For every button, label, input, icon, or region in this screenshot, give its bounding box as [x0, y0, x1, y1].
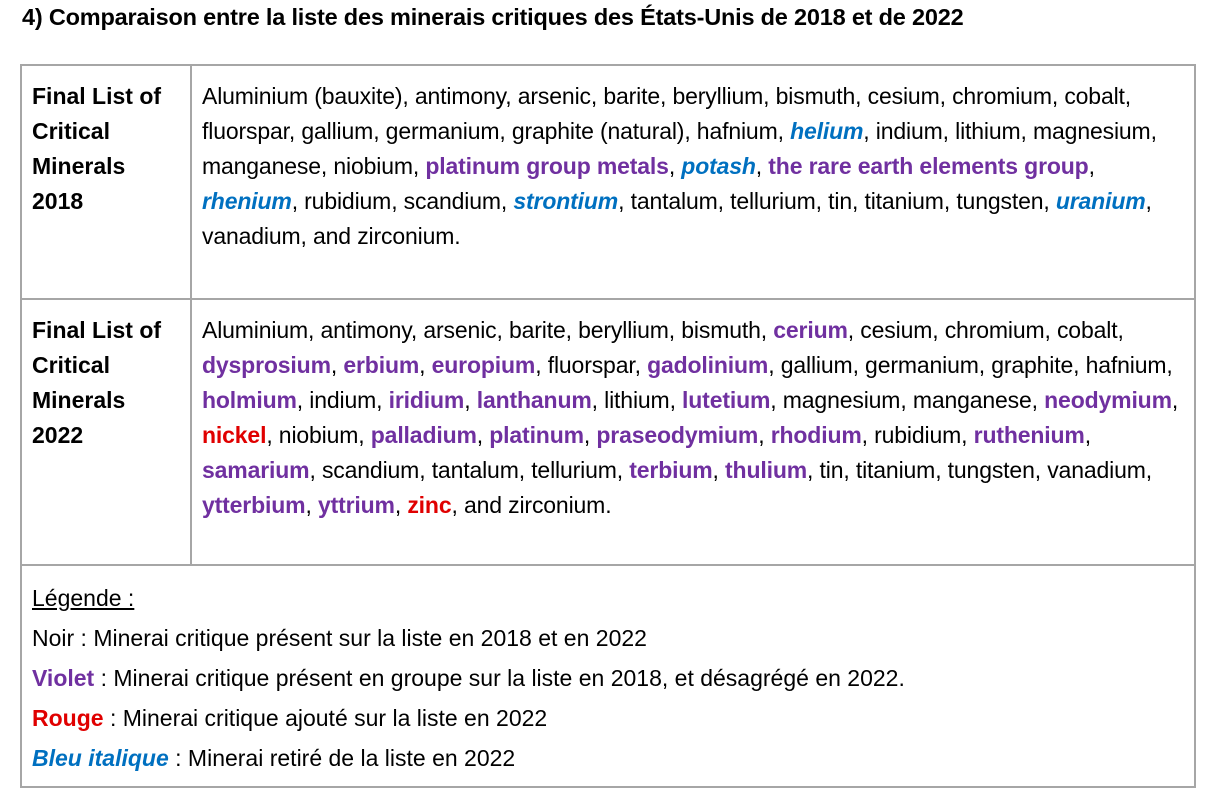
mineral-name: ruthenium — [973, 422, 1085, 448]
mineral-name: tin — [828, 188, 852, 214]
table-row-2022 — [22, 300, 1194, 566]
mineral-name: germanium — [865, 352, 979, 378]
mineral-name: indium — [309, 387, 377, 413]
mineral-name: praseodymium — [596, 422, 759, 448]
legend-description: : Minerai critique ajouté sur la liste en 2022 — [103, 705, 548, 731]
mineral-name: lithium — [955, 118, 1021, 144]
mineral-name: tungsten — [947, 457, 1035, 483]
mineral-name: samarium — [202, 457, 310, 483]
legend-item-blue — [32, 738, 1194, 778]
mineral-name: cesium — [860, 317, 933, 343]
mineral-name: magnesium — [1033, 118, 1151, 144]
mineral-name: platinum — [489, 422, 584, 448]
legend-keyword: Noir — [32, 625, 75, 651]
mineral-name: antimony — [320, 317, 411, 343]
mineral-name: yttrium — [317, 492, 395, 518]
mineral-name: scandium — [321, 457, 420, 483]
mineral-name: terbium — [629, 457, 713, 483]
mineral-name: bismuth — [681, 317, 761, 343]
mineral-name: niobium — [333, 153, 413, 179]
mineral-name: platinum group metals — [425, 153, 669, 179]
mineral-name: rubidium — [874, 422, 962, 448]
mineral-name: niobium — [278, 422, 359, 448]
mineral-name: graphite (natural) — [511, 118, 685, 144]
mineral-name: graphite — [991, 352, 1074, 378]
row-label-2022 — [22, 300, 192, 564]
mineral-name: chromium — [944, 317, 1045, 343]
mineral-name: magnesium — [782, 387, 901, 413]
mineral-name: the rare earth elements group — [768, 153, 1089, 179]
mineral-name: Aluminium — [202, 317, 309, 343]
legend-item-black — [32, 618, 1194, 658]
legend-title: Légende : — [32, 585, 135, 611]
mineral-name: iridium — [388, 387, 465, 413]
mineral-name: bismuth — [775, 83, 856, 109]
mineral-name: zinc — [407, 492, 452, 518]
mineral-name: tungsten — [956, 188, 1044, 214]
page-title: 4) Comparaison entre la liste des minerais critiques des États-Unis de 2018 et de 2022 — [22, 4, 964, 30]
mineral-name: fluorspar — [202, 118, 289, 144]
row-label-line: Final List of — [32, 317, 162, 343]
mineral-name: arsenic — [423, 317, 497, 343]
mineral-name: helium — [790, 118, 864, 144]
mineral-name: holmium — [202, 387, 297, 413]
mineral-name: fluorspar — [547, 352, 635, 378]
mineral-name: cobalt — [1064, 83, 1125, 109]
mineral-name: ytterbium — [202, 492, 306, 518]
mineral-name: vanadium — [1047, 457, 1146, 483]
mineral-name: lutetium — [682, 387, 771, 413]
mineral-name: erbium — [343, 352, 420, 378]
mineral-name: dysprosium — [202, 352, 331, 378]
mineral-name: rhenium — [202, 188, 292, 214]
table-row-2018 — [22, 66, 1194, 300]
mineral-name: manganese — [912, 387, 1032, 413]
legend — [22, 566, 1194, 778]
mineral-name: lanthanum — [476, 387, 592, 413]
mineral-name: tin — [819, 457, 844, 483]
mineral-name: titanium — [855, 457, 936, 483]
mineral-name: potash — [681, 153, 756, 179]
mineral-name: beryllium — [672, 83, 764, 109]
mineral-name: scandium — [403, 188, 501, 214]
legend-keyword: Rouge — [32, 705, 104, 731]
row-label-line: Critical — [32, 352, 110, 378]
legend-item-red — [32, 698, 1194, 738]
mineral-name: nickel — [202, 422, 267, 448]
mineral-name: barite — [603, 83, 660, 109]
mineral-name: rhodium — [770, 422, 862, 448]
mineral-name: europium — [431, 352, 536, 378]
row-label-2018 — [22, 66, 192, 298]
legend-description: : Minerai retiré de la liste en 2022 — [168, 745, 516, 771]
mineral-name: tellurium — [531, 457, 617, 483]
row-label-line: Critical — [32, 118, 110, 144]
legend-description: : Minerai critique présent en groupe sur la liste en 2018, et désagrégé en 2022. — [94, 665, 905, 691]
mineral-name: indium — [875, 118, 943, 144]
mineral-name: gallium — [780, 352, 853, 378]
mineral-name: arsenic — [517, 83, 591, 109]
mineral-name: uranium — [1055, 188, 1146, 214]
mineral-name: tellurium — [730, 188, 816, 214]
mineral-name: neodymium — [1044, 387, 1172, 413]
mineral-name: gadolinium — [647, 352, 769, 378]
mineral-name: manganese — [202, 153, 321, 179]
mineral-name: strontium — [513, 188, 619, 214]
mineral-name: cesium — [867, 83, 940, 109]
mineral-name: hafnium — [1085, 352, 1167, 378]
mineral-name: antimony — [414, 83, 506, 109]
mineral-name: palladium — [370, 422, 477, 448]
row-label-line: Final List of — [32, 83, 162, 109]
minerals-comparison-table — [20, 64, 1196, 788]
legend-keyword: Violet — [32, 665, 95, 691]
mineral-list-2022: Aluminium, antimony, arsenic, barite, beryllium, bismuth, cerium, cesium, chromium, cobalt, dysprosium, erbium, europium, fluorspar, gadolinium, gallium, germanium, graphite, hafnium, holmium, indium, iridium, lanthanum, lithium, lutetium, magnesium, manganese, neodymium, nickel, niobium, palladium, platinum, praseodymium, rhodium, rubidium, ruthenium, samarium, scandium, tantalum, tellurium, terbium, thulium, tin, titanium, tungsten, vanadium, ytterbium, yttrium, zinc, and zirconium. — [202, 317, 1179, 518]
mineral-name: Aluminium (bauxite) — [202, 83, 403, 109]
row-label-line: Minerals — [32, 387, 126, 413]
mineral-name: rubidium — [304, 188, 392, 214]
mineral-name: zirconium — [357, 223, 455, 249]
row-label-line: 2022 — [32, 422, 84, 448]
mineral-name: hafnium — [696, 118, 778, 144]
legend-keyword: Bleu italique — [32, 745, 169, 771]
legend-item-violet — [32, 658, 1194, 698]
mineral-name: chromium — [952, 83, 1052, 109]
mineral-name: zirconium — [508, 492, 606, 518]
legend-description: : Minerai critique présent sur la liste en 2018 et en 2022 — [74, 625, 647, 651]
mineral-name: gallium — [301, 118, 374, 144]
mineral-name: cobalt — [1056, 317, 1118, 343]
row-label-line: Minerals — [32, 153, 126, 179]
mineral-name: vanadium — [202, 223, 301, 249]
mineral-name: thulium — [725, 457, 808, 483]
mineral-name: tantalum — [630, 188, 718, 214]
mineral-list-2018: Aluminium (bauxite), antimony, arsenic, barite, beryllium, bismuth, cesium, chromium, cobalt, fluorspar, gallium, germanium, graphite (natural), hafnium, helium, indium, lithium, magnesium, manganese, niobium, platinum group metals, potash, the rare earth elements group, rhenium, rubidium, scandium, strontium, tantalum, tellurium, tin, titanium, tungsten, uranium, vanadium, and zirconium. — [202, 83, 1157, 249]
mineral-name: tantalum — [431, 457, 519, 483]
mineral-name: cerium — [773, 317, 848, 343]
mineral-name: beryllium — [578, 317, 669, 343]
row-label-line: 2018 — [32, 188, 84, 214]
mineral-name: barite — [508, 317, 566, 343]
mineral-name: germanium — [385, 118, 500, 144]
mineral-name: titanium — [864, 188, 944, 214]
mineral-name: lithium — [604, 387, 670, 413]
